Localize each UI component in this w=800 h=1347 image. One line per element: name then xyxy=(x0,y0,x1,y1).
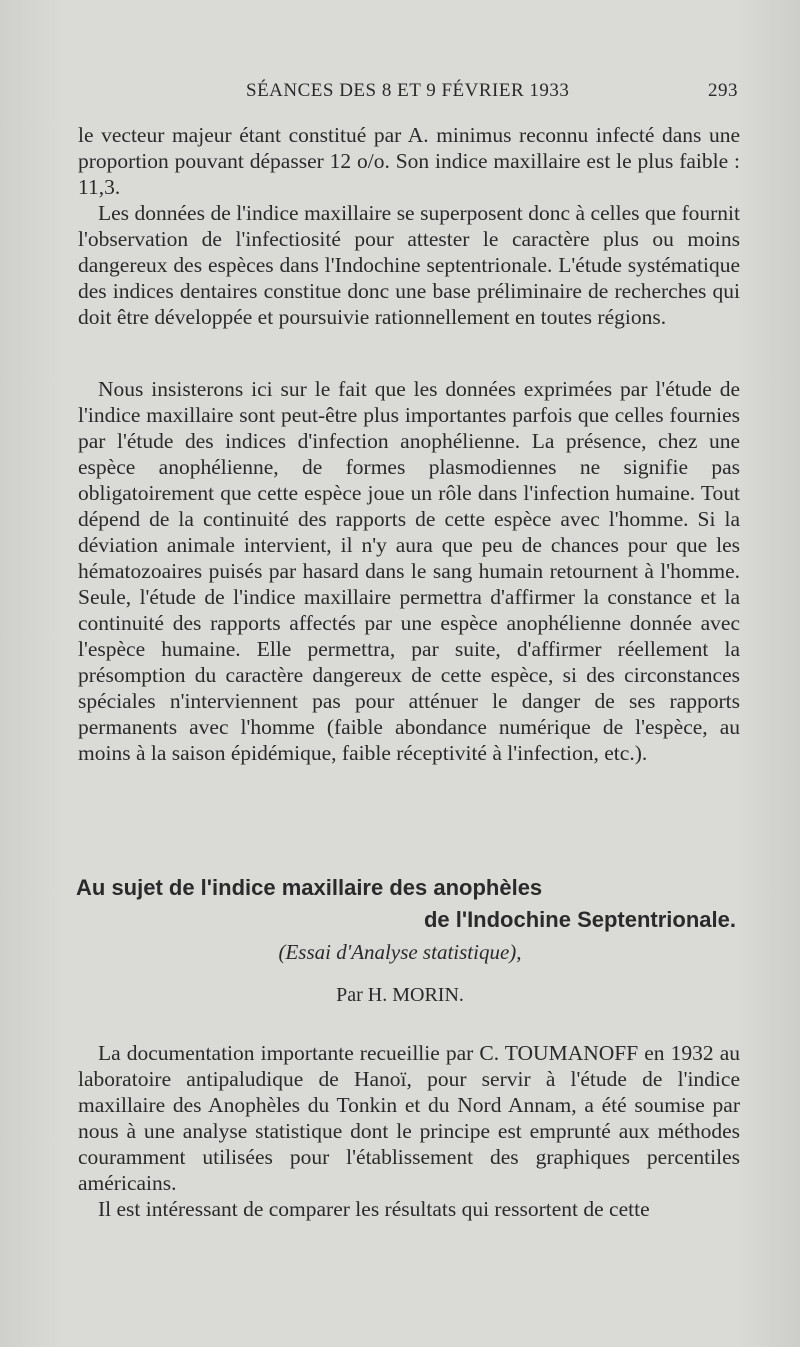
section-1 xyxy=(78,122,740,330)
paragraph: Les données de l'indice maxillaire se superposent donc à celles que fournit l'observation de l'infectiosité pour attester le caractère plus ou moins dangereux des espèces dans l'Indochine septentrionale. L'étude systématique des indices dentaires constitue donc une base préliminaire de recherches qui doit être développée et poursuivie rationnellement en toutes régions. xyxy=(78,201,740,329)
running-header xyxy=(78,80,738,110)
paragraph: le vecteur majeur étant constitué par A. minimus reconnu infecté dans une proportion pouvant dépasser 12 o/o. Son indice maxillaire est le plus faible : 11,3. xyxy=(78,123,740,199)
article-title xyxy=(76,872,740,936)
paragraph: Il est intéressant de comparer les résultats qui ressortent de cette xyxy=(98,1197,650,1221)
article-title-line-1: Au sujet de l'indice maxillaire des anophèles xyxy=(76,875,543,900)
section-3 xyxy=(78,1040,740,1222)
section-2 xyxy=(78,376,740,766)
article-author: Par H. MORIN. xyxy=(336,984,464,1006)
running-head: SÉANCES DES 8 ET 9 FÉVRIER 1933 xyxy=(246,80,570,101)
article-title-line-2: de l'Indochine Septentrionale. xyxy=(423,907,736,932)
page-number: 293 xyxy=(708,80,738,101)
paragraph: La documentation importante recueillie par C. TOUMANOFF en 1932 au laboratoire antipaludique de Hanoï, pour servir à l'étude de l'indice maxillaire des Anophèles du Tonkin et du Nord Annam, a été soumise par nous à une analyse statistique dont le principe est emprunté aux méthodes couramment utilisées pour l'établissement des graphiques percentiles américains. xyxy=(78,1041,740,1195)
article-subtitle: (Essai d'Analyse statistique), xyxy=(278,940,522,964)
paragraph: Nous insisterons ici sur le fait que les données exprimées par l'étude de l'indice maxillaire sont peut-être plus importantes parfois que celles fournies par l'étude des indices d'infection anophélienne. La présence, chez une espèce anophélienne, de formes plasmodiennes ne signifie pas obligatoirement que cette espèce joue un rôle dans l'infection humaine. Tout dépend de la continuité des rapports de cette espèce avec l'homme. Si la déviation animale intervient, il n'y aura que peu de chances pour que les hématozoaires puisés par hasard dans le sang humain retournent à l'homme. Seule, l'étude de l'indice maxillaire permettra d'affirmer la constance et la continuité des rapports affectés par une espèce anophélienne donnée avec l'espèce humaine. Elle permettra, par suite, d'affirmer réellement la présomption du caractère dangereux de cette espèce, si des circonstances spéciales n'interviennent pas pour atténuer le danger de ses rapports permanents avec l'homme (faible abondance numérique de l'espèce, au moins à la saison épidémique, faible réceptivité à l'infection, etc.). xyxy=(78,377,740,765)
